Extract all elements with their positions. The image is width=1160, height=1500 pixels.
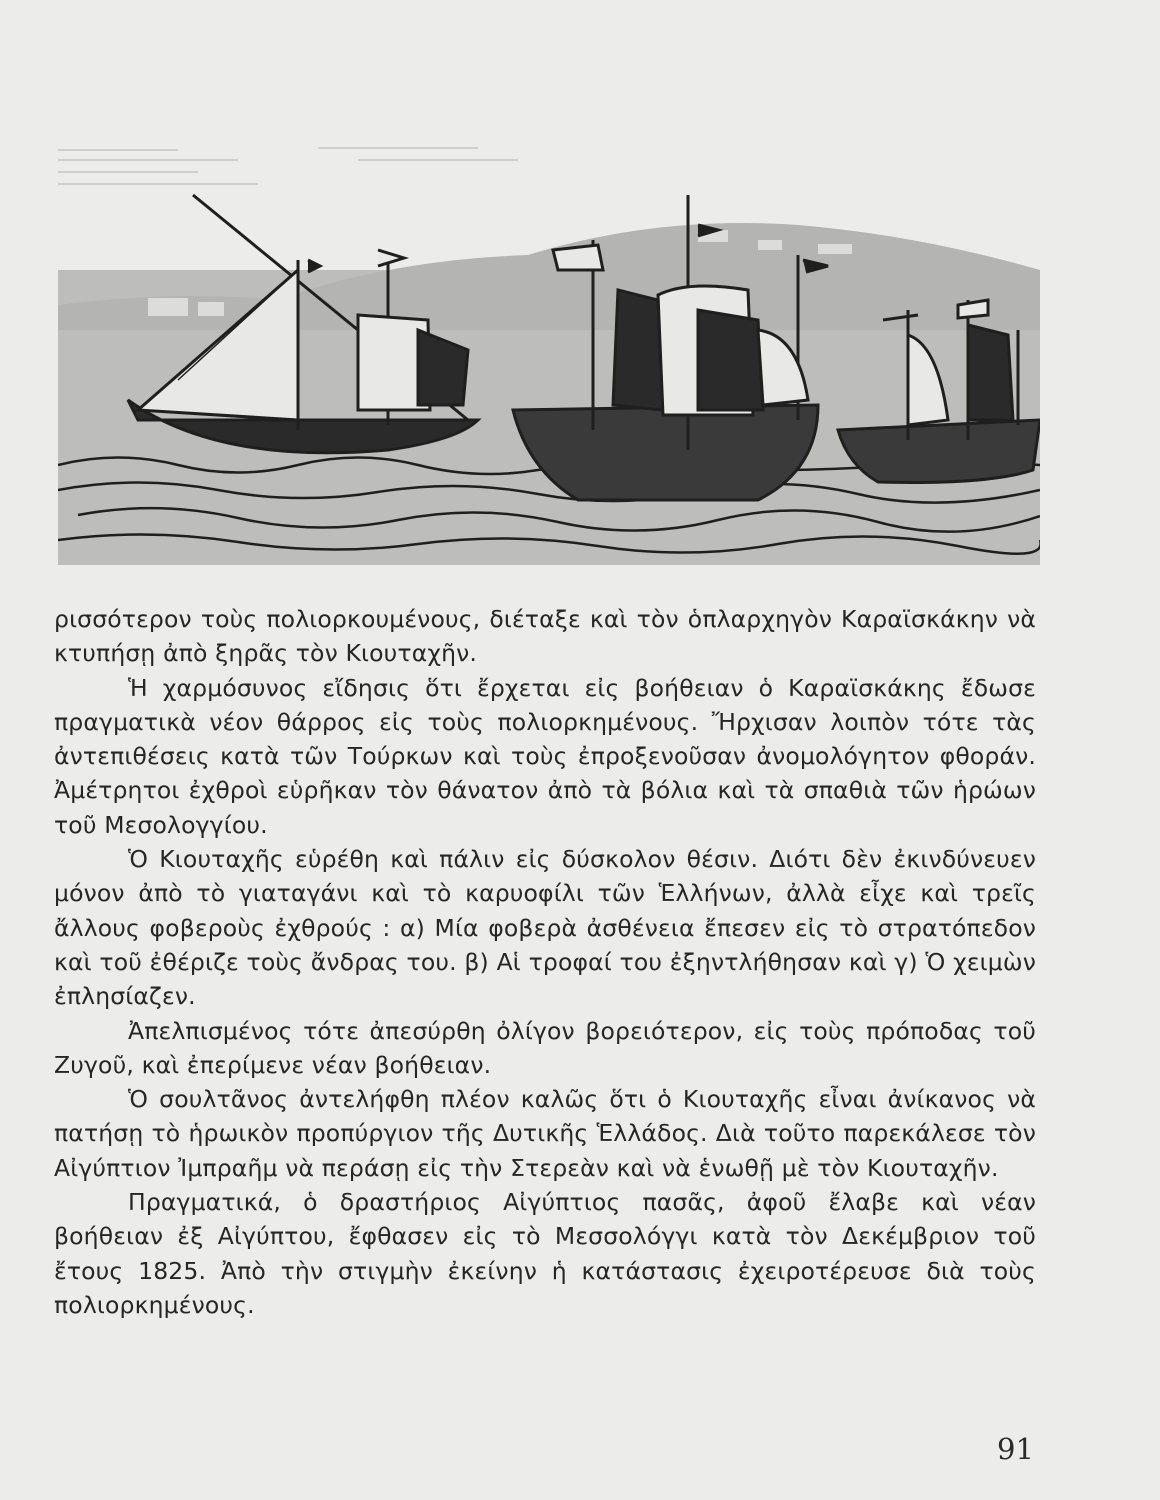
paragraph: Ἡ χαρμόσυνος εἴδησις ὅτι ἔρχεται εἰς βοήθειαν ὁ Καραϊσκάκης ἔδωσε πραγματικὰ νέον θάρρος εἰς τοὺς πολιορκημένους. Ἤρχισαν λοιπὸν τότε τὰς ἀντεπιθέσεις κατὰ τῶν Τούρκων καὶ τοὺς ἐπροξενοῦσαν ἀνομολόγητον φθοράν. Ἀμέτρητοι ἐχθροὶ εὑρῆκαν τὸν θάνατον ἀπὸ τὰ βόλια καὶ τὰ σπαθιὰ τῶν ἡρώων τοῦ Μεσολογγίου. (54, 673, 1036, 839)
paragraph: Ὁ σουλτᾶνος ἀντελήφθη πλέον καλῶς ὅτι ὁ Κιουταχῆς εἶναι ἀνίκανος νὰ πατήσῃ τὸ ἡρωικὸν προπύργιον τῆς Δυτικῆς Ἑλλάδος. Διὰ τοῦτο παρεκάλεσε τὸν Αἰγύπτιον Ἰμπραῆμ νὰ περάσῃ εἰς τὴν Στερεὰν καὶ νὰ ἑνωθῇ μὲ τὸν Κιουταχῆν. (54, 1085, 1036, 1182)
ships-illustration (58, 120, 1040, 565)
paragraph: Πραγματικά, ὁ δραστήριος Αἰγύπτιος πασᾶς, ἀφοῦ ἔλαβε καὶ νέαν βοήθειαν ἐξ Αἰγύπτου, ἔφθασεν εἰς τὸ Μεσσολόγγι κατὰ τὸν Δεκέμβριον τοῦ ἔτους 1825. Ἀπὸ τὴν στιγμὴν ἐκείνην ἡ κατάστασις ἐχειροτέρευσε διὰ τοὺς πολιορκημένους. (54, 1188, 1036, 1319)
paragraph: ρισσότερον τοὺς πολιορκουμένους, διέταξε καὶ τὸν ὁπλαρχηγὸν Καραϊσκάκην νὰ κτυπήσῃ ἀπὸ ξηρᾶς τὸν Κιουταχῆν. (54, 605, 1036, 668)
body-text (54, 602, 1036, 1322)
sailing-ships-engraving-icon (58, 120, 1040, 565)
paragraph: Ἀπελπισμένος τότε ἀπεσύρθη ὀλίγον βορειότερον, εἰς τοὺς πρόποδας τοῦ Ζυγοῦ, καὶ ἐπερίμενε νέαν βοήθειαν. (54, 1016, 1036, 1079)
paragraph: Ὁ Κιουταχῆς εὑρέθη καὶ πάλιν εἰς δύσκολον θέσιν. Διότι δὲν ἐκινδύνευεν μόνον ἀπὸ τὸ γιαταγάνι καὶ τὸ καρυοφίλι τῶν Ἑλλήνων, ἀλλὰ εἶχε καὶ τρεῖς ἄλλους φοβεροὺς ἐχθρούς : α) Μία φοβερὰ ἀσθένεια ἔπεσεν εἰς τὸ στρατόπεδον καὶ τοῦ ἐθέριζε τοὺς ἄνδρας του. β) Αἱ τροφαί του ἐξηντλήθησαν καὶ γ) Ὁ χειμὼν ἐπλησίαζεν. (54, 845, 1036, 1011)
page-number: 91 (997, 1432, 1034, 1466)
